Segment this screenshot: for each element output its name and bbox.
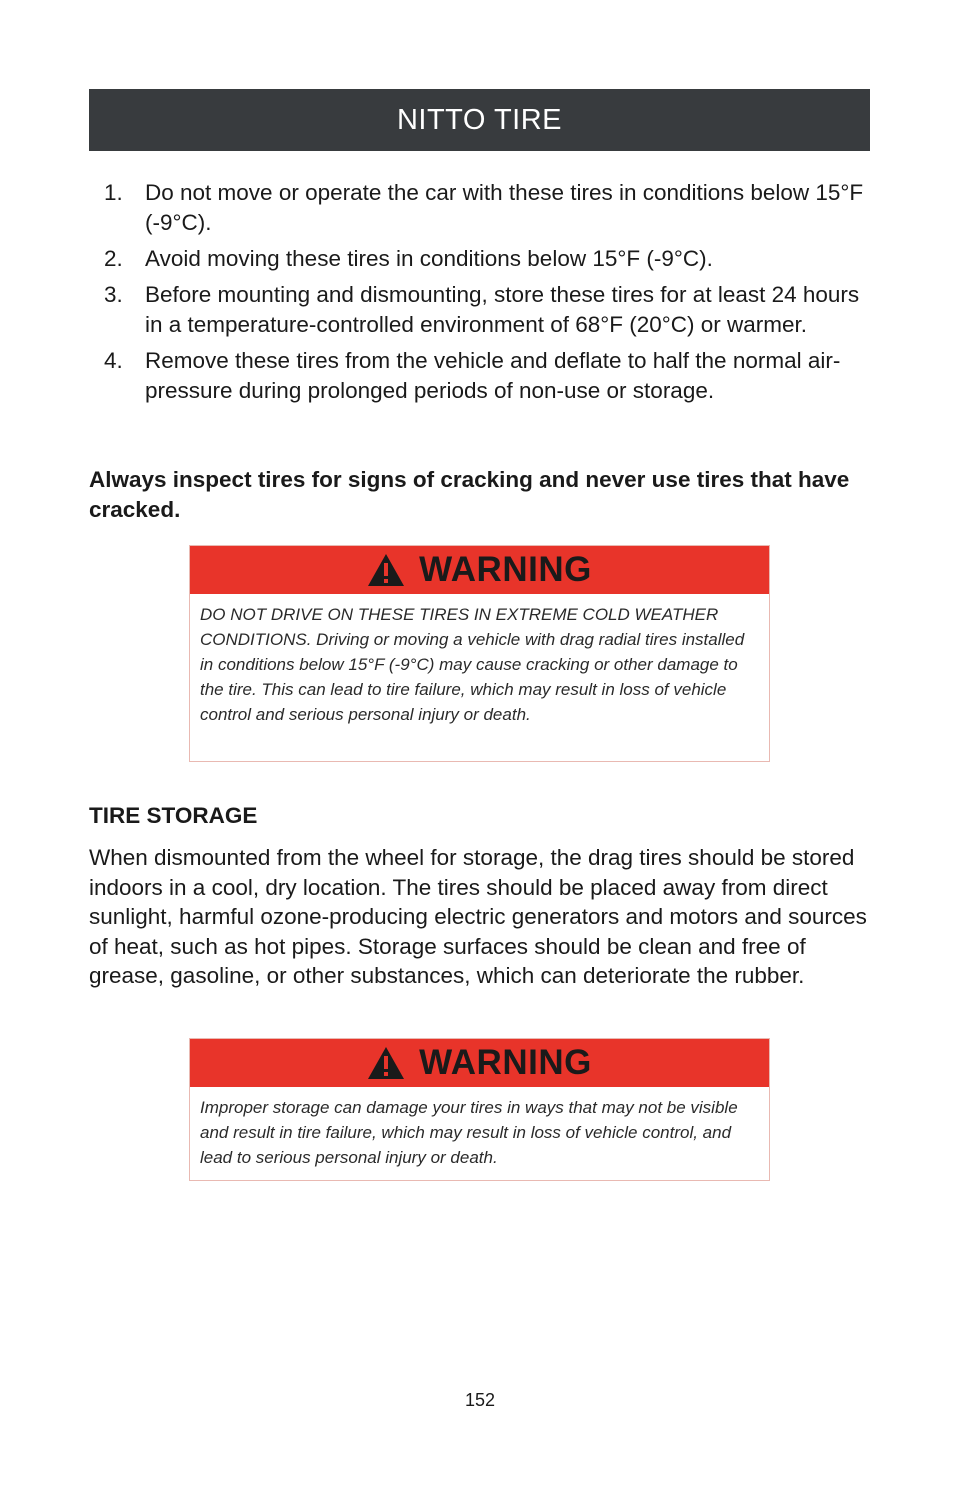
cracking-note: Always inspect tires for signs of cracking and never use tires that have cracked. bbox=[89, 467, 850, 522]
list-item-text: Before mounting and dismounting, store these tires for at least 24 hours in a temperature-controlled environment of 68°F (20°C) or warmer. bbox=[145, 282, 860, 337]
list-item bbox=[104, 280, 874, 340]
warning-triangle-icon bbox=[367, 553, 405, 587]
storage-warning bbox=[189, 1038, 770, 1181]
cold-weather-warning bbox=[189, 545, 770, 762]
list-item-number: 2. bbox=[104, 246, 123, 271]
warning-header bbox=[190, 1039, 769, 1087]
section-heading: TIRE STORAGE bbox=[89, 803, 258, 828]
warning-text: Improper storage can damage your tires in ways that may not be visible and result in tire failure, which may result in loss of vehicle control, and lead to serious personal injury or death. bbox=[200, 1098, 738, 1167]
list-item-text: Remove these tires from the vehicle and deflate to half the normal air-pressure during prolonged periods of non-use or storage. bbox=[145, 348, 841, 403]
list-item-number: 1. bbox=[104, 180, 123, 205]
warning-triangle-icon bbox=[367, 1046, 405, 1080]
list-item bbox=[104, 244, 874, 274]
warning-label: WARNING bbox=[419, 550, 592, 589]
warning-label: WARNING bbox=[419, 1043, 592, 1082]
list-item-text: Avoid moving these tires in conditions below 15°F (-9°C). bbox=[145, 246, 713, 271]
page-number: 152 bbox=[464, 1390, 496, 1410]
warning-header bbox=[190, 546, 769, 594]
list-item-number: 4. bbox=[104, 348, 123, 373]
list-item bbox=[104, 178, 874, 238]
page-title: NITTO TIRE bbox=[396, 103, 563, 136]
list-item-text: Do not move or operate the car with these tires in conditions below 15°F (-9°C). bbox=[145, 180, 864, 235]
list-item bbox=[104, 346, 874, 406]
section-body: When dismounted from the wheel for storage, the drag tires should be stored indoors in a cool, dry location. The tires should be placed away from direct sunlight, harmful ozone-producing electric generators and motors and sources of heat, such as hot pipes. Storage surfaces should be clean and free of grease, gasoline, or other substances, which can deteriorate the rubber. bbox=[89, 845, 867, 988]
warning-text: DO NOT DRIVE ON THESE TIRES IN EXTREME COLD WEATHER CONDITIONS. Driving or moving a vehicle with drag radial tires installed in conditions below 15°F (-9°C) may cause cracking or other damage to the tire. This can lead to tire failure, which may result in loss of vehicle control and serious personal injury or death. bbox=[200, 605, 745, 724]
page-header bbox=[89, 89, 870, 151]
list-item-number: 3. bbox=[104, 282, 123, 307]
instruction-list bbox=[104, 178, 874, 412]
